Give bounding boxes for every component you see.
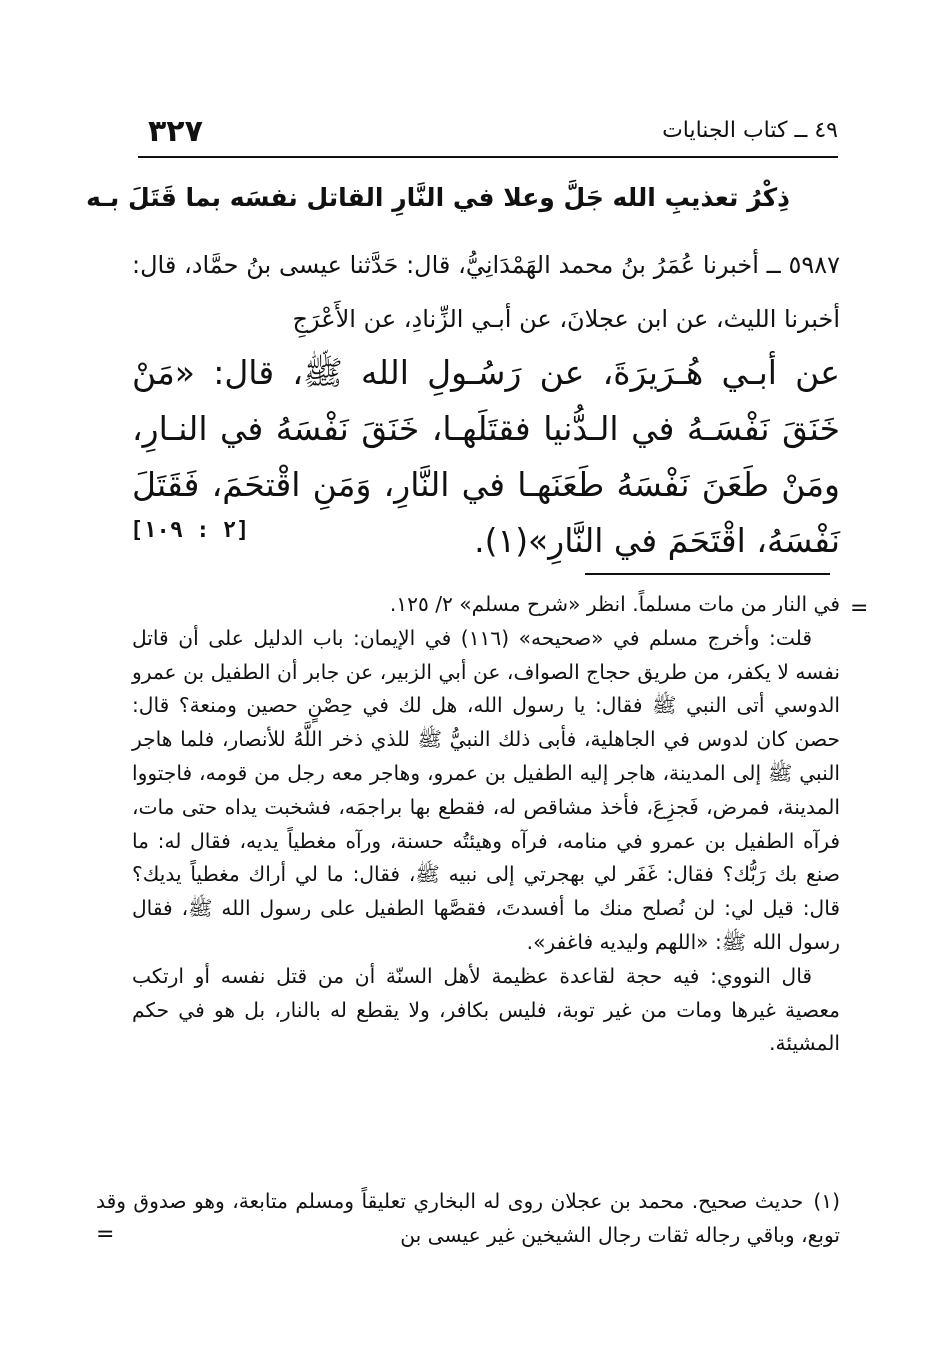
footnote-paragraph: في النار من مات مسلماً. انظر «شرح مسلم» ٢/ ١٢٥. xyxy=(389,592,840,616)
footnote-end-mark: = xyxy=(96,1222,115,1247)
footnote-1 xyxy=(96,1185,840,1253)
page-header xyxy=(138,112,838,156)
page-number: ٣٢٧ xyxy=(148,114,203,149)
footnote-paragraph xyxy=(96,1185,840,1253)
footnote-marker: (١) xyxy=(813,1189,840,1213)
footnote-separator xyxy=(585,573,830,575)
footnote-text: حديث صحيح. محمد بن عجلان روى له البخاري تعليقاً ومسلم متابعة، وهو صدوق وقد توبع، وباقي رجاله ثقات رجال الشيخين غير عيسى بن xyxy=(96,1189,840,1247)
footnote-paragraph: قلت: وأخرج مسلم في «صحيحه» (١١٦) في الإيمان: باب الدليل على أن قاتل نفسه لا يكفر، من طريق حجاج الصواف، عن أبي الزبير، عن جابر أن الطفيل بن عمرو الدوسي أتى النبي ﷺ فقال: يا رسول الله، هل لك في حِصْنٍ حصين ومنعة؟ قال: حصن كان لدوس في الجاهلية، فأبى ذلك النبيُّ ﷺ للذي ذخر اللَّهُ للأنصار، فلما هاجر النبي ﷺ إلى المدينة، هاجر إليه الطفيل بن عمرو، وهاجر معه رجل من قومه، فاجتووا المدينة، فمرض، فَجزِعَ، فأخذ مشاقص له، فقطع بها براجمَه، فشخبت يداه حتى مات، فرآه الطفيل بن عمرو في منامه، فرآه وهيئتُه حسنة، ورآه مغطياً يديه، فقال له: ما صنع بك رَبُّك؟ فقال: غَفَر لي بهجرتي إلى نبيه ﷺ، فقال: ما لي أراك مغطياً يديك؟ قال: قيل لي: لن نُصلح منك ما أفسدتَ، فقصَّها الطفيل على رسول الله ﷺ، فقال رسول الله ﷺ: «اللهم وليديه فاغفر». xyxy=(132,625,840,954)
footnote-continuation xyxy=(132,588,840,1061)
footnote-continuation-mark: = xyxy=(850,596,869,621)
running-title: ٤٩ ــ كتاب الجنايات xyxy=(662,118,838,143)
hadith-reference: [٢ : ١٠٩] xyxy=(130,518,250,543)
header-rule xyxy=(138,156,838,158)
footnote-paragraph: قال النووي: فيه حجة لقاعدة عظيمة لأهل السنّة أن من قتل نفسه أو ارتكب معصية غيرها ومات من غير توبة، فليس بكافر، ولا يقطع له بالنار، بل هو في حكم المشيئة. xyxy=(132,963,840,1056)
chapter-heading: ذِكْرُ تعذيبِ الله جَلَّ وعلا في النَّارِ القاتل نفسَه بما قَتَلَ بـه xyxy=(86,183,790,212)
hadith-matn: عن أبـي هُـرَيرَةَ، عن رَسُـولِ الله ﷺ، قال: «مَنْ خَنَقَ نَفْسَـهُ في الـدُّنيا فقتَلَهـا، خَنَقَ نَفْسَهُ في النـارِ، ومَنْ طَعَنَ نَفْسَهُ طَعَنَهـا في النَّارِ، وَمَنِ اقْتحَمَ، فَقَتَلَ نَفْسَهُ، اقْتَحَمَ في النَّارِ»(١). xyxy=(132,353,840,560)
hadith-isnad: ٥٩٨٧ ــ أخبرنا عُمَرُ بنُ محمد الهَمْدَانِيُّ، قال: حَدَّثنا عيسى بنُ حمَّاد، قال: أخبرنا الليث، عن ابن عجلانَ، عن أبـي الزِّنادِ، عن الأَعْرَجِ xyxy=(132,251,840,333)
